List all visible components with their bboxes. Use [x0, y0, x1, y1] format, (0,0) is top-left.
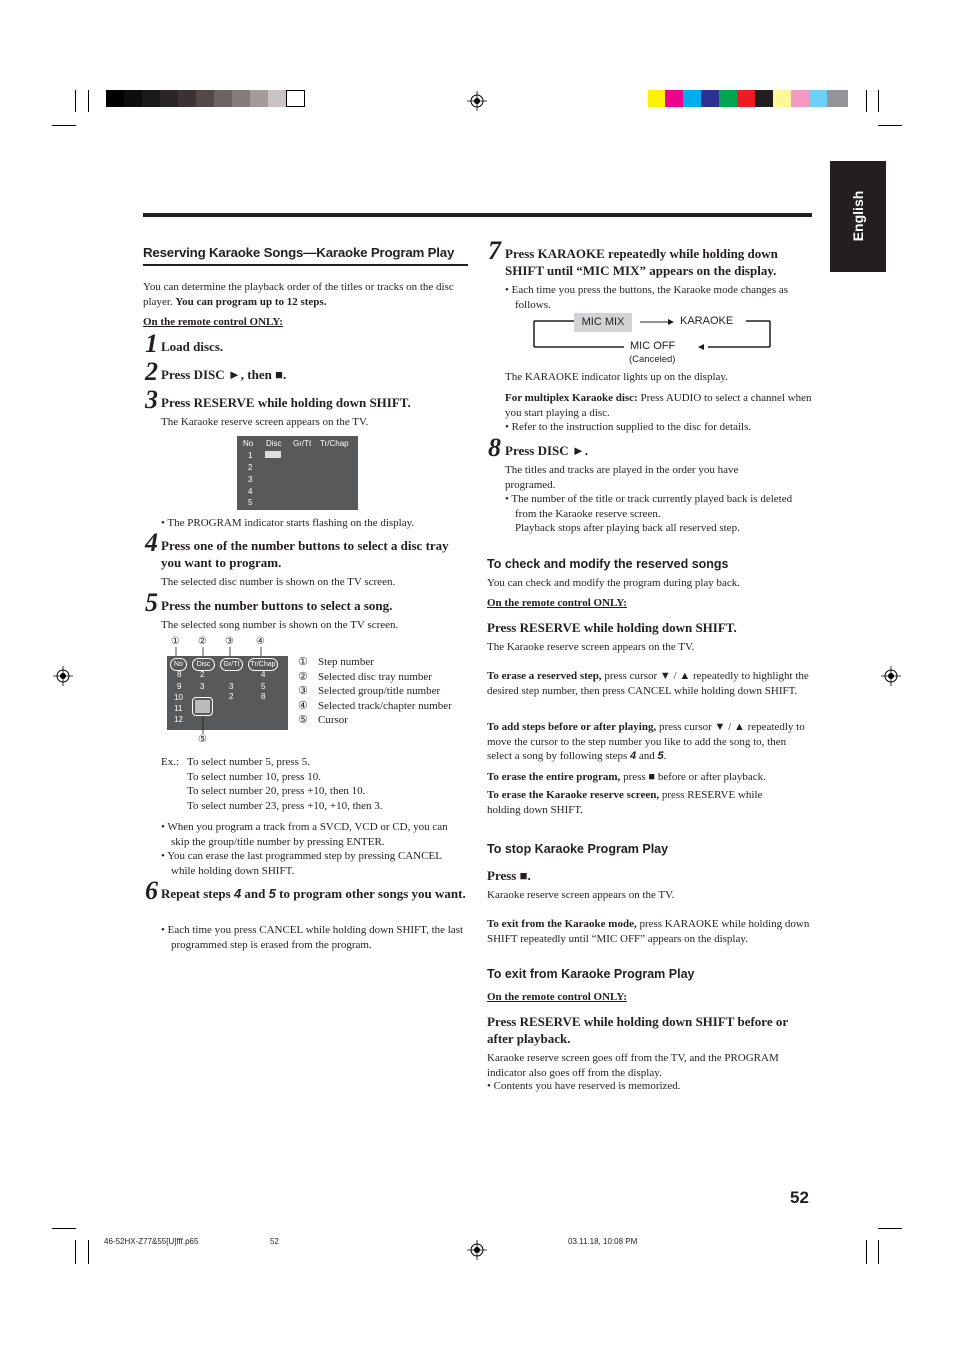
footer-date: 03.11.18, 10:08 PM: [568, 1237, 638, 1246]
intro-text-bold: You can program up to 12 steps.: [175, 295, 327, 308]
footer-page: 52: [270, 1237, 279, 1246]
screen-header-trchap: Tr/Chap: [320, 439, 349, 448]
step-4-text: Press one of the number buttons to select a disc tray you want to program.: [161, 538, 449, 570]
multiplex-bullet: • Refer to the instruction supplied to the disc for details.: [505, 421, 752, 433]
registration-target-icon: [881, 666, 901, 686]
step-8-bullet: • The number of the title or track currently played back is deleted from the Karaoke reserve screen.: [505, 493, 793, 520]
add-steps-bold: To add steps before or after playing,: [487, 721, 657, 733]
legend-number: ②: [298, 670, 308, 683]
examples-label: Ex.:: [161, 756, 180, 768]
erase-step-note: [487, 669, 812, 698]
examples-list: [187, 755, 467, 813]
screen-header-disc: Disc: [266, 439, 282, 448]
step-8-bullet-cont: Playback stops after playing back all reserved step.: [515, 522, 740, 534]
bullet-item: • When you program a track from a SVCD, VCD or CD, you can skip the group/title number by pressing ENTER.: [161, 821, 448, 848]
callout-5: ⑤: [198, 734, 207, 745]
mode-mic-mix: MIC MIX: [574, 313, 632, 332]
screen-row: 3: [248, 475, 253, 484]
exit-remote-note: On the remote control ONLY:: [487, 991, 627, 1003]
exit-title: To exit from Karaoke Program Play: [487, 967, 695, 981]
stop-step: Press ■.: [487, 868, 531, 883]
exit-desc: Karaoke reserve screen goes off from the TV, and the PROGRAM indicator also goes off from the display.: [487, 1052, 779, 1079]
legend-text: Cursor: [318, 714, 348, 726]
step-5-desc: The selected song number is shown on the TV screen.: [161, 619, 399, 631]
step-6-ref-5: 5: [268, 886, 276, 901]
section-title-rule: [143, 264, 468, 266]
karaoke-reserve-screen-annotated: [167, 656, 288, 730]
exit-mode-note: [487, 917, 812, 946]
step-5-text: Press the number buttons to select a song.: [161, 598, 393, 613]
legend-item: [298, 670, 468, 685]
step-5-bullets: [161, 820, 467, 878]
check-remote-note: On the remote control ONLY:: [487, 597, 627, 609]
header-rule: [143, 213, 812, 217]
legend: [298, 655, 468, 728]
mode-cycle-diagram: [532, 311, 777, 366]
screen-cell: 10: [174, 693, 183, 702]
example-item: To select number 20, press +10, then 10.: [187, 785, 366, 797]
screen-cell: 5: [261, 682, 266, 691]
exit-step: Press RESERVE while holding down SHIFT before or after playback.: [487, 1014, 788, 1046]
screen-cell: 9: [177, 682, 182, 691]
language-tab-label: English: [850, 190, 866, 242]
example-item: To select number 23, press +10, +10, then 3.: [187, 799, 383, 812]
intro-text: [143, 280, 463, 309]
section-title: Reserving Karaoke Songs—Karaoke Program Play: [143, 245, 455, 260]
multiplex-note: [505, 391, 812, 420]
screen-cell: 2: [229, 692, 234, 701]
exit-mode-text: press KARAOKE while holding down SHIFT repeatedly until “MIC OFF” appears on the display.: [487, 918, 810, 945]
step-8-desc: The titles and tracks are played in the order you have programed.: [505, 464, 739, 491]
step-7-text: Press KARAOKE repeatedly while holding down SHIFT until “MIC MIX” appears on the display.: [505, 246, 778, 278]
screen-header-grtt: Gr/Tt: [220, 658, 243, 671]
callout-1: ①: [171, 636, 180, 647]
erase-all-note: [487, 770, 812, 785]
step-3-bullet: • The PROGRAM indicator starts flashing on the display.: [161, 517, 415, 529]
legend-item: [298, 684, 468, 699]
add-steps-note: [487, 720, 812, 764]
step-6-text-e: to program other songs you want.: [275, 886, 466, 901]
erase-screen-note: [487, 788, 797, 817]
legend-text: Selected track/chapter number: [318, 699, 452, 712]
step-2-number: 2: [145, 357, 158, 386]
step-6-ref-4: 4: [233, 886, 242, 901]
legend-text: Selected group/title number: [318, 685, 441, 697]
registration-target-icon: [467, 1240, 487, 1260]
step-3-desc: The Karaoke reserve screen appears on the TV.: [161, 416, 369, 428]
legend-number: ③: [298, 685, 308, 697]
step-7-bullet: • Each time you press the buttons, the Karaoke mode changes as follows.: [505, 284, 789, 311]
legend-item: [298, 713, 468, 728]
screen-cell: 11: [174, 704, 183, 713]
legend-number: ①: [298, 656, 308, 668]
remote-note: On the remote control ONLY:: [143, 316, 283, 328]
registration-target-icon: [53, 666, 73, 686]
check-desc: You can check and modify the program during play back.: [487, 577, 741, 589]
multiplex-bold: For multiplex Karaoke disc:: [505, 392, 638, 404]
exit-mode-bold: To exit from the Karaoke mode,: [487, 918, 637, 930]
page-number: 52: [790, 1188, 809, 1207]
screen-cursor-fill: [195, 700, 210, 713]
screen-row: 4: [248, 487, 253, 496]
screen-header-trchap: Tr/Chap: [248, 658, 278, 671]
check-step-desc: The Karaoke reserve screen appears on the TV.: [487, 641, 695, 653]
erase-step-bold: To erase a reserved step,: [487, 670, 602, 682]
step-6-text-c: and: [241, 886, 269, 901]
legend-item: [298, 655, 468, 670]
mode-canceled: (Canceled): [629, 354, 676, 365]
check-title: To check and modify the reserved songs: [487, 557, 729, 571]
cursor-leader-line: [195, 716, 215, 736]
erase-all-text: press ■ before or after playback.: [620, 771, 766, 783]
add-steps-end: .: [663, 750, 667, 762]
erase-step-text: press cursor ▼ / ▲ repeatedly to highlight the desired step number, then press CANCEL while holding down SHIFT.: [487, 670, 809, 697]
erase-all-bold: To erase the entire program,: [487, 771, 621, 783]
screen-header-disc: Disc: [192, 658, 215, 671]
screen-cell: 3: [200, 682, 205, 691]
step-8-text: Press DISC ►.: [505, 443, 589, 458]
screen-header-no: No: [243, 439, 254, 448]
intro-text-main: You can determine the playback order of the titles or tracks on the disc player.: [143, 281, 454, 308]
stop-desc: Karaoke reserve screen appears on the TV.: [487, 889, 675, 901]
language-tab: [830, 161, 886, 272]
callout-3: ③: [225, 636, 234, 647]
step-1-number: 1: [145, 329, 158, 358]
screen-cell: 2: [200, 670, 205, 679]
step-6-bullet: • Each time you press CANCEL while holding down SHIFT, the last programmed step is erased from the program.: [161, 924, 464, 951]
screen-header-no: No: [170, 658, 187, 671]
add-steps-text: press cursor ▼ / ▲ repeatedly to move the cursor to the step number you like to add the song to, then select a song by following steps: [487, 721, 805, 762]
callout-4: ④: [256, 636, 265, 647]
add-steps-and: and: [636, 750, 658, 762]
screen-row: 1: [248, 451, 253, 460]
check-step: Press RESERVE while holding down SHIFT.: [487, 620, 737, 635]
example-item: To select number 10, press 10.: [187, 770, 321, 783]
screen-header-grtt: Gr/Tt: [293, 439, 312, 448]
step-7-desc: The KARAOKE indicator lights up on the display.: [505, 371, 728, 383]
screen-cell: 12: [174, 715, 183, 724]
step-6-number: 6: [145, 876, 158, 905]
mode-mic-off: MIC OFF: [630, 340, 676, 352]
screen-row: 5: [248, 498, 253, 507]
karaoke-reserve-screen: [237, 436, 358, 510]
step-3-number: 3: [145, 385, 158, 414]
mode-karaoke: KARAOKE: [680, 315, 734, 327]
registration-target-icon: [467, 91, 487, 111]
legend-number: ④: [298, 699, 308, 712]
legend-text: Step number: [318, 656, 374, 668]
step-6-text-a: Repeat steps: [161, 886, 234, 901]
screen-cell: 8: [261, 692, 266, 701]
exit-bullet: • Contents you have reserved is memorized.: [487, 1080, 681, 1092]
step-4-desc: The selected disc number is shown on the TV screen.: [161, 576, 396, 588]
legend-number: ⑤: [298, 714, 308, 726]
multiplex-text: Press AUDIO to select a channel when you start playing a disc.: [505, 392, 812, 419]
legend-text: Selected disc tray number: [318, 670, 432, 683]
legend-item: [298, 699, 468, 714]
add-steps-ref-4: 4: [629, 750, 637, 762]
step-4-number: 4: [145, 528, 158, 557]
footer-file: 46-52HX-Z77&55[U]fff.p65: [104, 1237, 199, 1246]
stop-title: To stop Karaoke Program Play: [487, 842, 669, 856]
erase-screen-text: press RESERVE while holding down SHIFT.: [487, 789, 763, 816]
add-steps-ref-5: 5: [657, 750, 664, 762]
step-6-text: [161, 885, 466, 902]
screen-cell: 3: [229, 682, 234, 691]
step-2-text: Press DISC ►, then ■.: [161, 367, 287, 382]
step-5-number: 5: [145, 588, 158, 617]
screen-row: 2: [248, 463, 253, 472]
step-8-number: 8: [488, 433, 501, 462]
erase-screen-bold: To erase the Karaoke reserve screen,: [487, 789, 660, 801]
screen-cell: 8: [177, 670, 182, 679]
step-3-text: Press RESERVE while holding down SHIFT.: [161, 395, 411, 410]
example-item: To select number 5, press 5.: [187, 756, 310, 768]
bullet-item: • You can erase the last programmed step by pressing CANCEL while holding down SHIFT.: [161, 850, 442, 877]
callout-2: ②: [198, 636, 207, 647]
screen-cursor: [265, 451, 281, 458]
step-1-text: Load discs.: [161, 339, 224, 354]
screen-cell: 4: [261, 670, 266, 679]
step-7-number: 7: [488, 236, 501, 265]
